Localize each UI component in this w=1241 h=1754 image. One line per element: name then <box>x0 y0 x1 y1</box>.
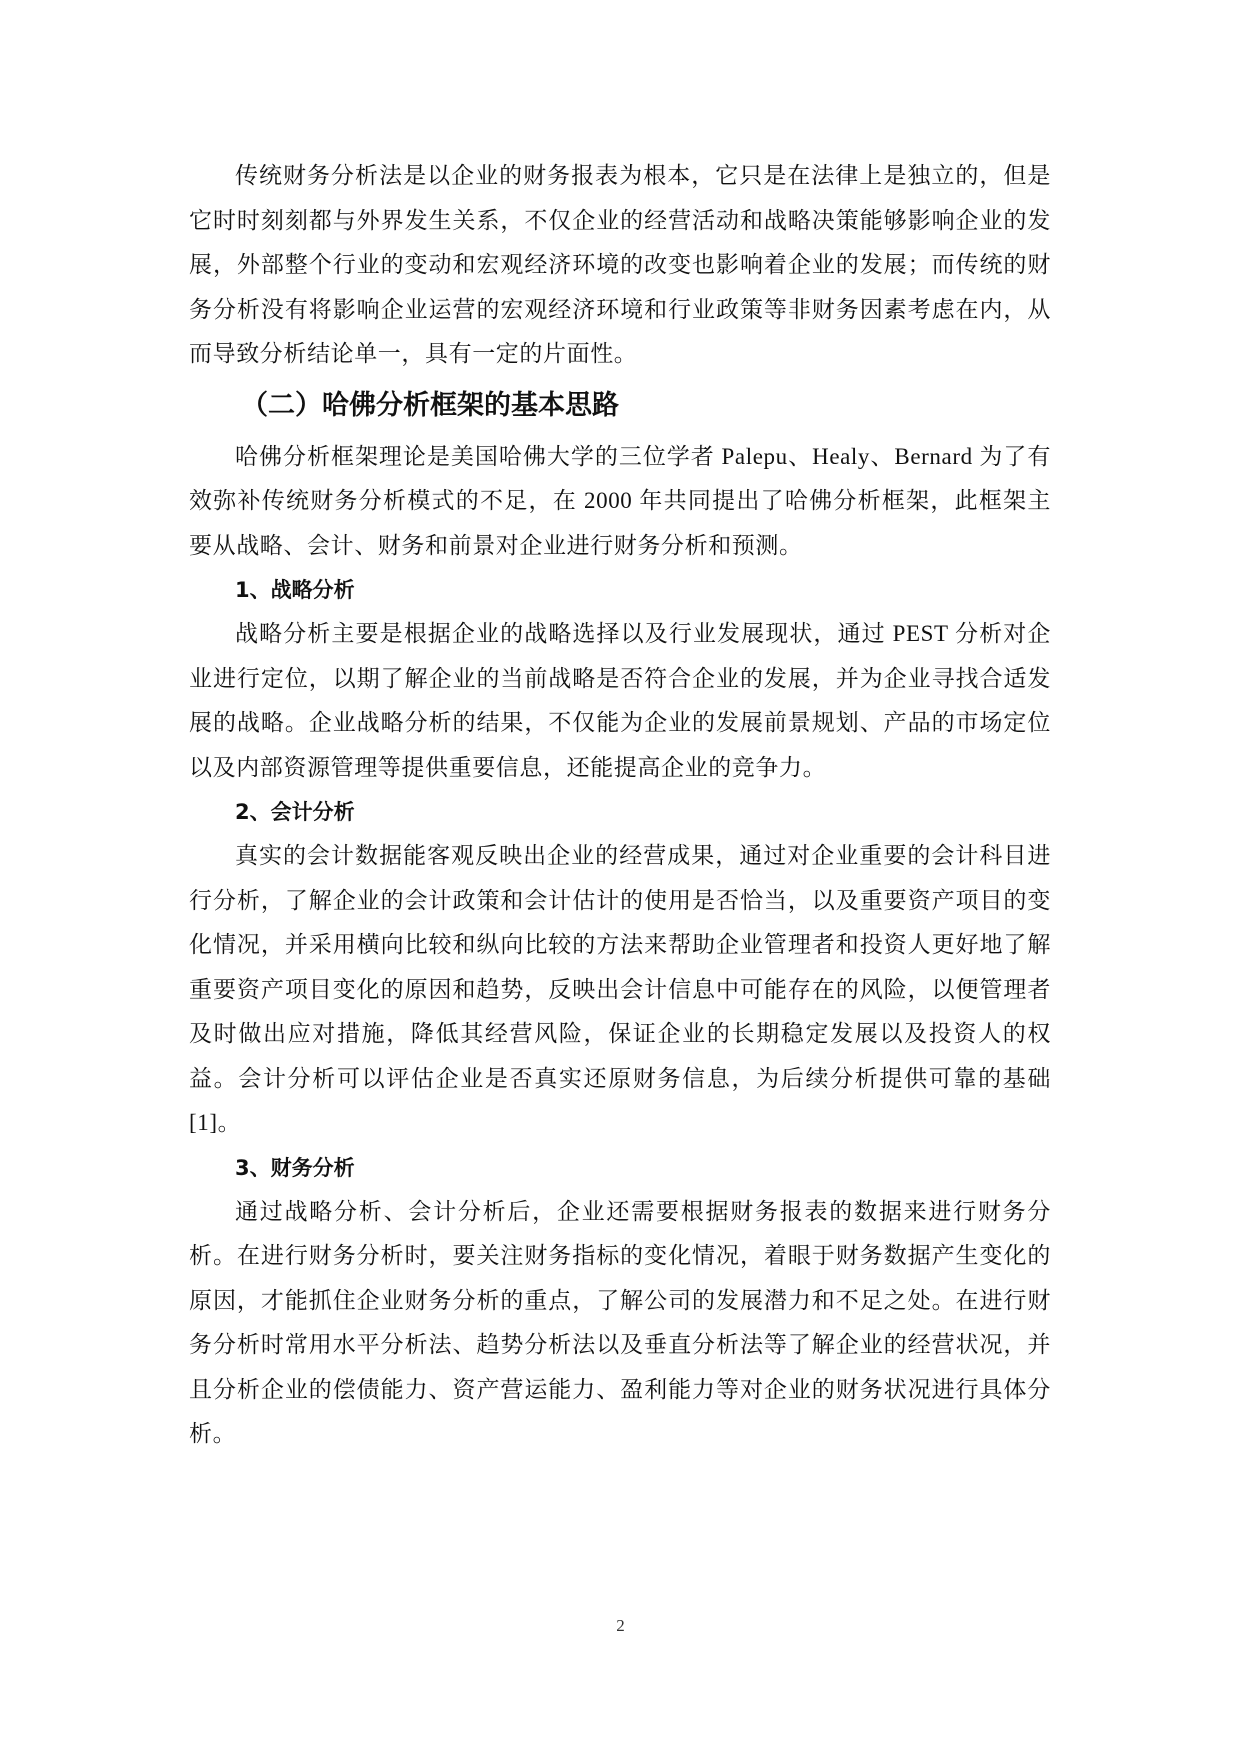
paragraph-strategy-analysis: 战略分析主要是根据企业的战略选择以及行业发展现状，通过 PEST 分析对企业进行定位，以期了解企业的当前战略是否符合企业的发展，并为企业寻找合适发展的战略。企业战略分析的结果，不仅能为企业的发展前景规划、产品的市场定位以及内部资源管理等提供重要信息，还能提高企业的竞争力。 <box>189 621 1051 780</box>
subheading-financial-analysis: 3、财务分析 <box>235 1155 355 1180</box>
page-content <box>189 154 1051 1457</box>
page-number: 2 <box>616 1616 625 1635</box>
section-heading-harvard-framework: （二）哈佛分析框架的基本思路 <box>241 389 619 421</box>
paragraph-harvard-framework: 哈佛分析框架理论是美国哈佛大学的三位学者 Palepu、Healy、Bernard 为了有效弥补传统财务分析模式的不足，在 2000 年共同提出了哈佛分析框架，此框架主要从战略、会计、财务和前景对企业进行财务分析和预测。 <box>189 443 1051 558</box>
paragraph-financial-analysis: 通过战略分析、会计分析后，企业还需要根据财务报表的数据来进行财务分析。在进行财务分析时，要关注财务指标的变化情况，着眼于财务数据产生变化的原因，才能抓住企业财务分析的重点，了解公司的发展潜力和不足之处。在进行财务分析时常用水平分析法、趋势分析法以及垂直分析法等了解企业的经营状况，并且分析企业的偿债能力、资产营运能力、盈利能力等对企业的财务状况进行具体分析。 <box>189 1198 1051 1446</box>
paragraph-accounting-analysis: 真实的会计数据能客观反映出企业的经营成果，通过对企业重要的会计科目进行分析，了解企业的会计政策和会计估计的使用是否恰当，以及重要资产项目的变化情况，并采用横向比较和纵向比较的方法来帮助企业管理者和投资人更好地了解重要资产项目变化的原因和趋势，反映出会计信息中可能存在的风险，以便管理者及时做出应对措施，降低其经营风险，保证企业的长期稳定发展以及投资人的权益。会计分析可以评估企业是否真实还原财务信息，为后续分析提供可靠的基础[1]。 <box>189 843 1051 1135</box>
subheading-accounting-analysis: 2、会计分析 <box>235 800 355 824</box>
paragraph-traditional-analysis: 传统财务分析法是以企业的财务报表为根本，它只是在法律上是独立的，但是它时时刻刻都与外界发生关系，不仅企业的经营活动和战略决策能够影响企业的发展，外部整个行业的变动和宏观经济环境的改变也影响着企业的发展；而传统的财务分析没有将影响企业运营的宏观经济环境和行业政策等非财务因素考虑在内，从而导致分析结论单一，具有一定的片面性。 <box>189 163 1051 366</box>
subheading-strategy-analysis: 1、战略分析 <box>235 578 355 602</box>
